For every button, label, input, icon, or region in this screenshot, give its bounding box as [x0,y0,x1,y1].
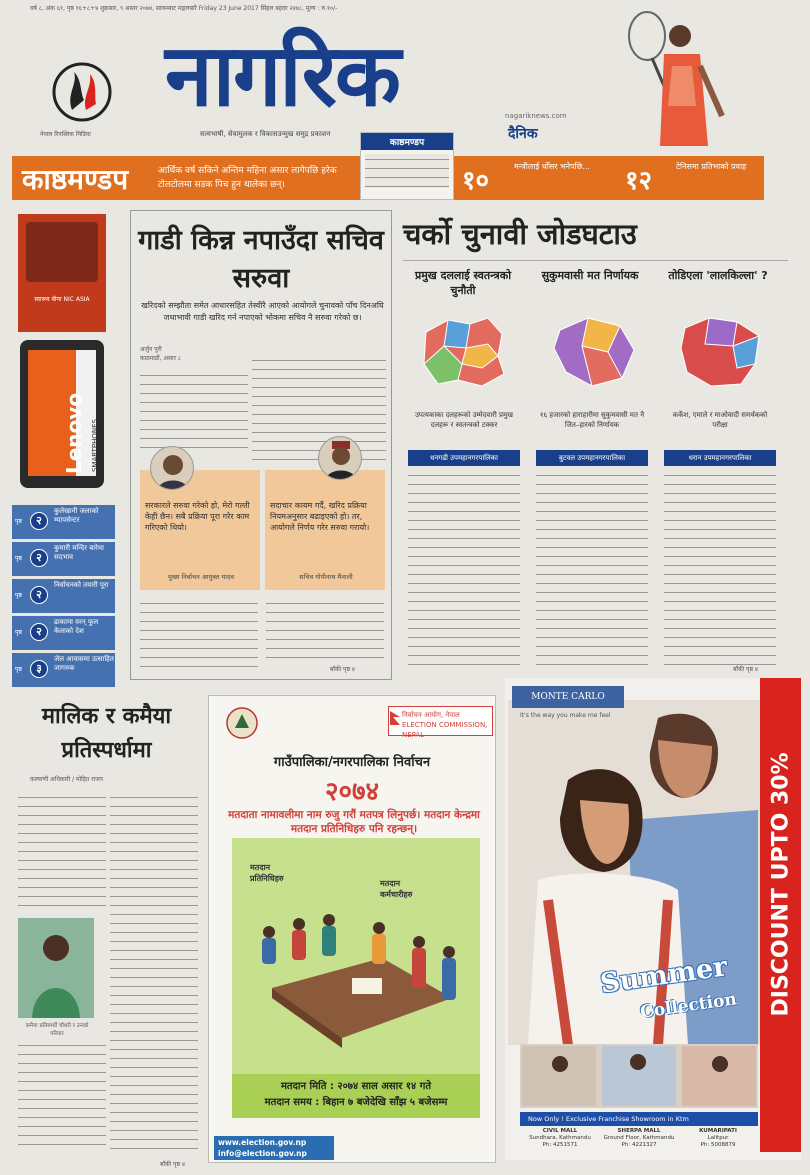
butwal-map [548,312,640,392]
quote-right-attribution: सचिव गोपीनाथ मैनाली [299,573,353,581]
store-address: Ground Floor, Kathmandu [603,1135,675,1141]
kasthamandap-thumbnail[interactable] [360,132,454,200]
quote-right-text: सदाचार कायम गर्दै, खरिद प्रक्रिया नियमअनुसार बढाइएको हो। तर, आयोगले निर्णय गरेर सरुवा गरायो। [270,501,370,532]
store-name: CIVIL MALL [542,1128,578,1134]
ec-org-name: निर्वाचन आयोग, नेपाल ELECTION COMMISSION, NEPAL [402,711,488,739]
toc-page-label: पृष्ठ [15,518,22,525]
thumbnail-text-lines [365,154,449,188]
lead-intro: खरिदको सम्झौता समेत आधारसहित तेस्वीरै आएको आयोगले चुनावको पाँच दिनअघि जथाभावी गाडी खरिद गर्न नपाएको भोकमा सचिव नै सरुवा गरेको छ। [141,301,384,322]
ec-label-staff: मतदान कर्मचारीहरु [380,879,413,899]
election-col-3-bar[interactable]: धरान उपमहानगरपालिका [664,450,776,466]
election-col-1-caption: उपत्यकाका दलहरूको उम्मेदवारी प्रमुख दलहरू र स्वतन्त्रको टक्कर [415,411,513,429]
store-name: KUMARIPATI [699,1128,737,1134]
election-col-3-head: तोडिएला 'लालकिल्ला' ? [668,269,768,282]
band-teaser-text: आर्थिक वर्ष सकिने अन्तिम महिना असार लागेपछि हरेक टोलटोलमा सडक पिच हुन थालेका छन्। [158,166,337,190]
dharan-map [675,312,767,392]
bottom-story-photo-caption: कमैया प्रतिस्पर्धी चौधरी र उनको परिवार [25,1023,89,1037]
store-kumaripati [680,1128,756,1149]
ec-ad-year: २०७४ [324,777,380,807]
nicasia-ad-photo [26,222,98,282]
bottom-story-headline[interactable]: मालिक र कमैया प्रतिस्पर्धामा [41,704,172,763]
thumbnail-title: काष्ठमण्डप [361,133,453,150]
election-col-1-body [408,470,520,665]
election-col-2-caption: १६ हजारको हाराहारीमा सुकुमवासी मत नै जित–हारको निर्णायक [539,411,645,429]
store-name: SHERPA MALL [617,1128,661,1134]
lead-continued[interactable]: बाँकी पृष्ठ ४ [330,666,356,673]
ec-ad-note: मतदाता नामावलीमा नाम रुजु गरौं मतपत्र लिनुपर्छ। मतदान केन्द्रमा मतदान प्रतिनिधिहरु पनि रहन्छन्। [228,809,480,835]
election-col-1-head: प्रमुख दललाई स्वतन्त्रको चुनौती [414,269,512,297]
lead-byline: अर्जुन पुरी काठमाडौं, असार ८ [140,346,182,362]
masthead-daily-label: दैनिक [508,126,538,142]
store-sherpa-mall [601,1128,677,1149]
election-col-3-caption: कर्केश, एमाले र माओवादी समर्थकको परीक्षा [672,411,768,429]
section-divider [403,260,788,261]
lead-body-col-4 [266,598,384,658]
ec-polling-date: मतदान मिति : २०७४ साल असार १४ गते [280,1081,432,1092]
tennis-player-photo [612,6,742,156]
monte-carlo-tagline: It's the way you make me feel [520,712,611,719]
election-col-2-bar[interactable]: बुटवल उपमहानगरपालिका [536,450,648,466]
toc-item-text: निर्वाचनको तयारी पूरा [54,581,109,589]
ec-polling-time: मतदान समय : बिहान ७ बजेदेखि साँझ ५ बजेसम्म [264,1097,448,1108]
masthead-tagline: सत्यभाषी, सेवामुलक र विकासउन्मुख समुद्र प्रकाशन [200,130,331,138]
toc-page-number: २ [30,623,48,641]
lenovo-tagline: SMARTPHONES [91,419,99,472]
toc-item-text: जेल आवासमा उत्साहित जागरुक [54,655,114,672]
lead-body-col-3 [140,598,258,672]
official-portrait-right [318,436,362,480]
bottom-story-continued[interactable]: बाँकी पृष्ठ ४ [160,1161,186,1168]
toc-page-label: पृष्ठ [15,592,22,599]
summer-text: Summer [598,951,730,1000]
ec-polling-info [232,1074,480,1118]
bottom-story-body-col-1 [18,792,106,912]
ec-website[interactable]: www.election.gov.np [218,1138,307,1147]
quote-left-attribution: मुख्य निर्वाचन आयुक्त यादव [167,573,235,581]
monte-carlo-banner: Now Only ! Exclusive Franchise Showroom in Ktm [520,1112,758,1126]
store-address: Sundhara, Kathmandu [529,1135,591,1141]
nepal-emblem-icon [225,706,259,740]
nicasia-advertisement[interactable] [18,214,106,332]
monte-carlo-product-strip [520,1044,758,1108]
bottom-story-byline: कल्याणी अधिकारी / मोहित राजन [30,776,104,783]
toc-page-number: २ [30,586,48,604]
toc-item-text: कुलेखानी जलाको म्यापसेन्टर [54,507,99,524]
ec-label-voter-reps: मतदान प्रतिनिधिहरु [250,863,284,883]
toc-page-label: पृष्ठ [15,629,22,636]
election-col-2-body [536,470,648,665]
dhangadhi-map [418,312,510,392]
bottom-story-photo [18,918,94,1018]
discount-text: DISCOUNT UPTO 30% [768,752,794,1017]
ec-contact-box[interactable] [214,1136,334,1160]
toc-page-number: २ [30,549,48,567]
masthead-topline: वर्ष ८, अंक ६१, पृष्ठ १६+८+४ शुक्रबार, ९ असार २०७४, साकम्बाट मङ्गलबारै Friday 23 June 2017 सिंहल बहदर २४४८, मूल्य : रु.१०/- [30,5,338,12]
logo-subtitle: नेपाल रिपब्लिक मिडिया [40,131,91,138]
masthead-website: nagariknews.com [505,112,567,120]
store-phone: Ph: 5008879 [700,1142,736,1148]
toc-page-label: पृष्ठ [15,666,22,673]
collection-text: Collection [639,989,738,1023]
store-civil-mall [522,1128,598,1149]
ec-email[interactable]: info@election.gov.np [218,1149,307,1158]
monte-carlo-logo: MONTE CARLO [512,686,624,708]
store-phone: Ph: 4221327 [621,1142,657,1148]
bottom-story-body-col-3 [18,1040,106,1152]
store-phone: Ph: 4251571 [542,1142,578,1148]
election-col-3-body [664,470,776,665]
election-col-1-bar[interactable]: धनगढी उपमहानगरपालिका [408,450,520,466]
toc-item-text: ढाकामा वरन् फुल केलाको देश [54,618,99,635]
newspaper-title: नागरिक [165,25,399,126]
toc-page-number: ३ [30,660,48,678]
kasthamandap-brand: काष्ठमण्डप [22,163,129,196]
election-headline[interactable]: चर्को चुनावी जोडघटाउ [403,217,637,251]
official-portrait-left [150,446,194,490]
toc-page-number: २ [30,512,48,530]
nagarik-logo-icon [52,62,112,122]
quote-left-text: सरकारले सरुवा गरेको हो, मेरो गल्ती केही छैन। सबै प्रक्रिया पूरा गरेर काम गरिएको थियो। [145,501,250,532]
lead-headline[interactable]: गाडी किन्न नपाउँदा सचिव सरुवा [138,225,384,294]
band-teaser-2[interactable]: टेनिसमा प्रतिभाको प्रवाह [676,162,747,171]
store-address: Lalitpur [707,1135,729,1141]
toc-page-label: पृष्ठ [15,555,22,562]
ec-flag-icon [390,711,400,725]
band-teaser-1[interactable]: मन्त्रीलाई धोँसर भनेपछि... [514,162,590,171]
bottom-story-body-col-2 [110,792,198,1152]
election-continued[interactable]: बाँकी पृष्ठ ४ [733,666,759,673]
nicasia-ad-text: स्वास्थ्य बीमा NIC ASIA [34,296,90,303]
toc-item-text: कुमारी मन्दिर बारेमा सदभाव [54,544,104,561]
band-page-number-2: १२ [625,166,653,196]
band-page-number-1: १० [462,166,490,196]
lead-body-col-1 [140,370,248,450]
ec-ad-title: गाउँपालिका/नगरपालिका निर्वाचन [273,755,431,770]
election-col-2-head: सुकुमवासी मत निर्णायक [541,269,639,282]
lenovo-brand-text: Lenovo [62,392,86,474]
